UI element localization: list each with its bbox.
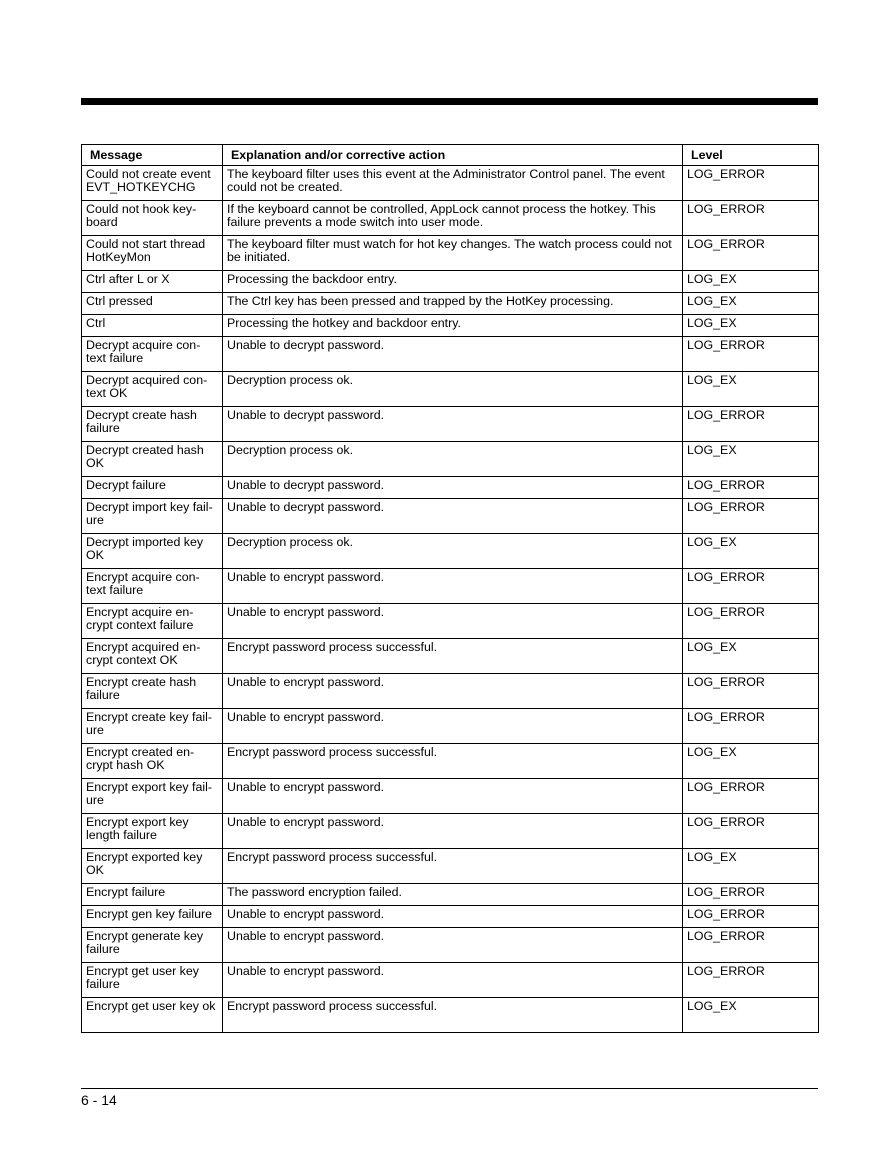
cell-message: Encrypt acquire con-text failure [82,569,223,604]
table-row [82,293,819,315]
cell-level: LOG_ERROR [683,499,819,534]
cell-explanation: Unable to encrypt password. [223,928,683,963]
cell-message: Ctrl [82,315,223,337]
cell-explanation: The keyboard filter uses this event at the Administrator Control panel. The event could not be created. [223,166,683,201]
cell-message: Encrypt create key fail-ure [82,709,223,744]
cell-explanation: Encrypt password process successful. [223,998,683,1033]
log-message-table [81,144,819,1033]
cell-level: LOG_EX [683,998,819,1033]
cell-explanation: Unable to encrypt password. [223,963,683,998]
cell-explanation: Processing the backdoor entry. [223,271,683,293]
cell-level: LOG_ERROR [683,477,819,499]
cell-explanation: If the keyboard cannot be controlled, AppLock cannot process the hotkey. This failure prevents a mode switch into user mode. [223,201,683,236]
cell-explanation: Decryption process ok. [223,534,683,569]
cell-message: Decrypt created hash OK [82,442,223,477]
cell-explanation: Encrypt password process successful. [223,744,683,779]
cell-level: LOG_ERROR [683,814,819,849]
cell-level: LOG_ERROR [683,569,819,604]
cell-explanation: Encrypt password process successful. [223,849,683,884]
table-row [82,442,819,477]
cell-message: Encrypt generate key failure [82,928,223,963]
table-row [82,744,819,779]
cell-message: Ctrl after L or X [82,271,223,293]
table-row [82,271,819,293]
cell-level: LOG_ERROR [683,709,819,744]
table-row [82,372,819,407]
cell-level: LOG_ERROR [683,674,819,709]
table-row [82,709,819,744]
cell-explanation: Unable to encrypt password. [223,674,683,709]
cell-explanation: Encrypt password process successful. [223,639,683,674]
cell-level: LOG_EX [683,744,819,779]
cell-explanation: Decryption process ok. [223,442,683,477]
cell-message: Decrypt failure [82,477,223,499]
table-row [82,674,819,709]
cell-message: Could not start thread HotKeyMon [82,236,223,271]
cell-explanation: Unable to encrypt password. [223,569,683,604]
cell-message: Encrypt get user key failure [82,963,223,998]
cell-level: LOG_EX [683,639,819,674]
cell-level: LOG_ERROR [683,407,819,442]
cell-message: Decrypt acquire con-text failure [82,337,223,372]
table-row [82,534,819,569]
cell-explanation: Unable to encrypt password. [223,906,683,928]
cell-explanation: Unable to encrypt password. [223,604,683,639]
cell-message: Decrypt import key fail-ure [82,499,223,534]
cell-explanation: The password encryption failed. [223,884,683,906]
cell-level: LOG_ERROR [683,963,819,998]
cell-message: Encrypt gen key failure [82,906,223,928]
cell-message: Decrypt create hash failure [82,407,223,442]
cell-message: Encrypt create hash failure [82,674,223,709]
cell-explanation: Unable to decrypt password. [223,499,683,534]
cell-explanation: Unable to decrypt password. [223,337,683,372]
table-row [82,906,819,928]
cell-explanation: Unable to decrypt password. [223,477,683,499]
cell-explanation: Unable to encrypt password. [223,779,683,814]
cell-message: Encrypt failure [82,884,223,906]
cell-explanation: Unable to encrypt password. [223,709,683,744]
table-row [82,849,819,884]
cell-message: Could not create event EVT_HOTKEYCHG [82,166,223,201]
table-row [82,639,819,674]
cell-explanation: Unable to encrypt password. [223,814,683,849]
cell-message: Ctrl pressed [82,293,223,315]
cell-explanation: The keyboard filter must watch for hot key changes. The watch process could not be initiated. [223,236,683,271]
header-explanation: Explanation and/or corrective action [223,145,683,166]
table-row [82,963,819,998]
cell-level: LOG_EX [683,534,819,569]
table-row [82,236,819,271]
cell-message: Decrypt imported key OK [82,534,223,569]
cell-explanation: Processing the hotkey and backdoor entry. [223,315,683,337]
cell-level: LOG_EX [683,315,819,337]
cell-level: LOG_ERROR [683,166,819,201]
cell-explanation: Decryption process ok. [223,372,683,407]
table-row [82,928,819,963]
table-row [82,884,819,906]
cell-level: LOG_ERROR [683,236,819,271]
cell-level: LOG_ERROR [683,779,819,814]
table-row [82,779,819,814]
cell-level: LOG_EX [683,372,819,407]
table-row [82,201,819,236]
cell-level: LOG_EX [683,293,819,315]
table-row [82,315,819,337]
table-row [82,569,819,604]
table-row [82,477,819,499]
footer-rule [81,1088,818,1089]
table-body [82,166,819,1033]
top-rule [81,98,818,105]
table-header-row [82,145,819,166]
cell-level: LOG_EX [683,442,819,477]
header-message: Message [82,145,223,166]
table-row [82,998,819,1033]
cell-message: Decrypt acquired con-text OK [82,372,223,407]
cell-level: LOG_ERROR [683,604,819,639]
table-row [82,814,819,849]
table-row [82,337,819,372]
cell-level: LOG_ERROR [683,906,819,928]
cell-message: Encrypt created en-crypt hash OK [82,744,223,779]
table-row [82,604,819,639]
page-number: 6 - 14 [81,1092,117,1108]
cell-message: Encrypt export key length failure [82,814,223,849]
cell-level: LOG_ERROR [683,201,819,236]
cell-level: LOG_EX [683,849,819,884]
cell-explanation: Unable to decrypt password. [223,407,683,442]
cell-message: Encrypt acquire en-crypt context failure [82,604,223,639]
cell-message: Encrypt exported key OK [82,849,223,884]
table-row [82,499,819,534]
table-row [82,407,819,442]
cell-level: LOG_ERROR [683,928,819,963]
cell-level: LOG_EX [683,271,819,293]
cell-explanation: The Ctrl key has been pressed and trapped by the HotKey processing. [223,293,683,315]
cell-message: Could not hook key-board [82,201,223,236]
cell-message: Encrypt acquired en-crypt context OK [82,639,223,674]
table-row [82,166,819,201]
cell-message: Encrypt get user key ok [82,998,223,1033]
header-level: Level [683,145,819,166]
cell-message: Encrypt export key fail-ure [82,779,223,814]
cell-level: LOG_ERROR [683,884,819,906]
cell-level: LOG_ERROR [683,337,819,372]
